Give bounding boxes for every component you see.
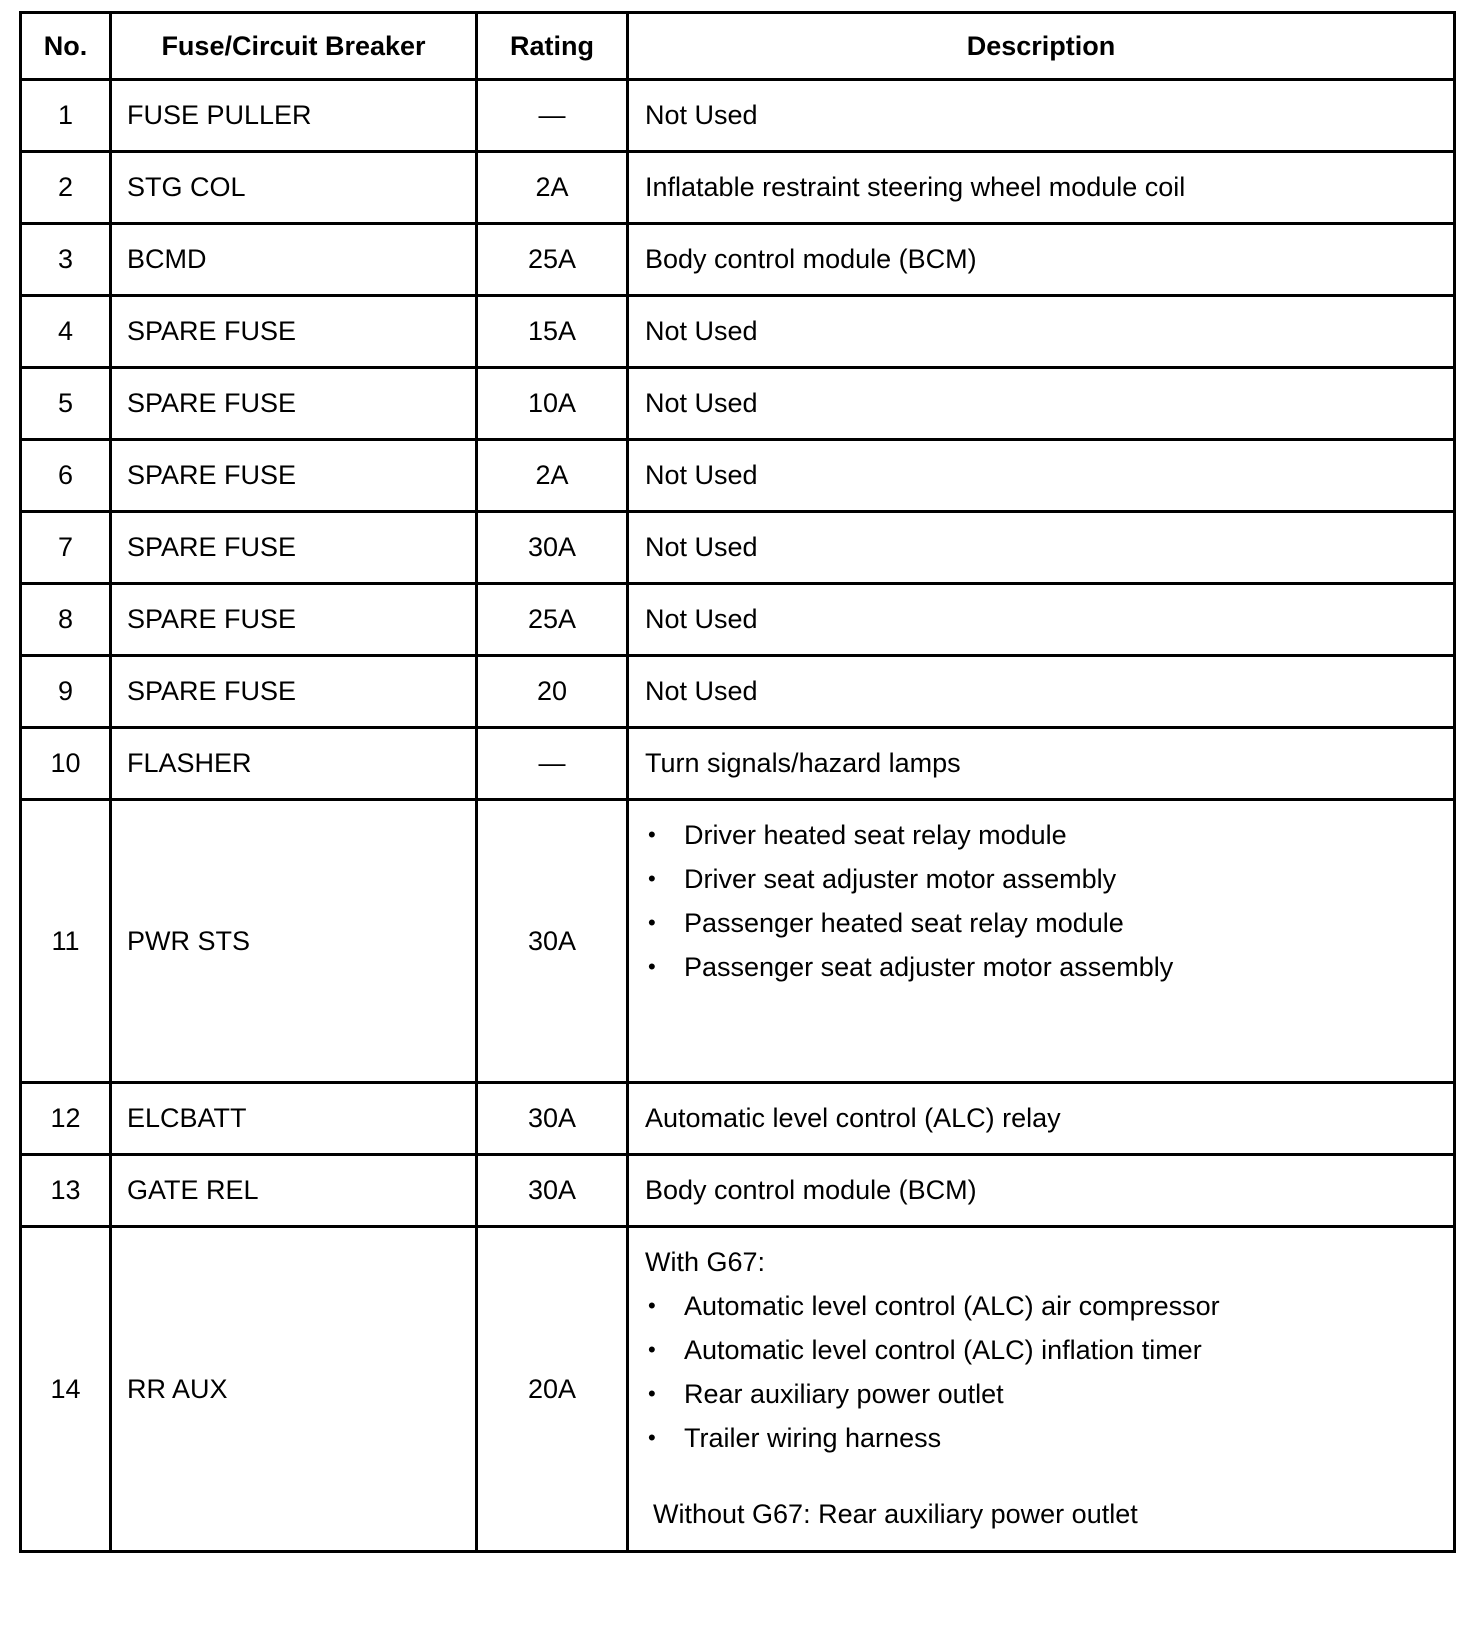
list-item: • Passenger heated seat relay module (645, 901, 1439, 945)
table-row (21, 368, 1455, 440)
list-item: • Automatic level control (ALC) inflation timer (645, 1328, 1439, 1372)
row-rating: 30A (477, 1083, 628, 1155)
header-fuse: Fuse/Circuit Breaker (111, 13, 477, 80)
table-row (21, 728, 1455, 800)
fuse-table (19, 11, 1456, 1553)
table-row (21, 656, 1455, 728)
row-description: Not Used (628, 80, 1455, 152)
table-row (21, 1155, 1455, 1227)
description-footer: Without G67: Rear auxiliary power outlet (653, 1499, 1138, 1529)
row-fuse: SPARE FUSE (111, 440, 477, 512)
table-row (21, 1227, 1455, 1552)
table-row (21, 296, 1455, 368)
row-fuse: SPARE FUSE (111, 512, 477, 584)
row-fuse: SPARE FUSE (111, 368, 477, 440)
row-description (628, 800, 1455, 1083)
row-no: 5 (21, 368, 111, 440)
row-fuse: FUSE PULLER (111, 80, 477, 152)
row-fuse: PWR STS (111, 800, 477, 1083)
row-description: Not Used (628, 584, 1455, 656)
row-fuse: ELCBATT (111, 1083, 477, 1155)
row-no: 12 (21, 1083, 111, 1155)
row-rating: 25A (477, 224, 628, 296)
description-bullet-list (645, 801, 1439, 989)
row-description: Not Used (628, 656, 1455, 728)
row-description (628, 1227, 1455, 1552)
row-fuse: FLASHER (111, 728, 477, 800)
row-rating: 25A (477, 584, 628, 656)
list-item: • Driver seat adjuster motor assembly (645, 857, 1439, 901)
row-fuse: SPARE FUSE (111, 656, 477, 728)
header-description: Description (628, 13, 1455, 80)
row-description: Not Used (628, 368, 1455, 440)
row-no: 10 (21, 728, 111, 800)
row-no: 4 (21, 296, 111, 368)
header-rating: Rating (477, 13, 628, 80)
list-item: • Trailer wiring harness (645, 1416, 1439, 1460)
table-row (21, 224, 1455, 296)
row-no: 7 (21, 512, 111, 584)
row-fuse: RR AUX (111, 1227, 477, 1552)
row-rating: 10A (477, 368, 628, 440)
row-rating: 20A (477, 1227, 628, 1552)
row-fuse: STG COL (111, 152, 477, 224)
row-description: Inflatable restraint steering wheel module coil (628, 152, 1455, 224)
row-no: 9 (21, 656, 111, 728)
row-rating: 2A (477, 440, 628, 512)
row-no: 11 (21, 800, 111, 1083)
header-no: No. (21, 13, 111, 80)
row-rating: 15A (477, 296, 628, 368)
row-rating: — (477, 728, 628, 800)
list-item: • Driver heated seat relay module (645, 813, 1439, 857)
row-no: 8 (21, 584, 111, 656)
row-fuse: GATE REL (111, 1155, 477, 1227)
table-row (21, 80, 1455, 152)
row-rating: 2A (477, 152, 628, 224)
table-row (21, 800, 1455, 1083)
row-rating: 20 (477, 656, 628, 728)
row-description: Not Used (628, 296, 1455, 368)
table-row (21, 512, 1455, 584)
row-no: 6 (21, 440, 111, 512)
row-description: Automatic level control (ALC) relay (628, 1083, 1455, 1155)
row-description: Not Used (628, 440, 1455, 512)
table-row (21, 584, 1455, 656)
row-fuse: SPARE FUSE (111, 296, 477, 368)
list-item: • Automatic level control (ALC) air compressor (645, 1284, 1439, 1328)
description-bullet-list (645, 1284, 1439, 1460)
row-no: 1 (21, 80, 111, 152)
row-no: 2 (21, 152, 111, 224)
row-description: Turn signals/hazard lamps (628, 728, 1455, 800)
row-no: 14 (21, 1227, 111, 1552)
table-row (21, 1083, 1455, 1155)
row-description: Body control module (BCM) (628, 1155, 1455, 1227)
description-intro: With G67: (645, 1247, 766, 1277)
row-no: 13 (21, 1155, 111, 1227)
table-row (21, 440, 1455, 512)
row-rating: 30A (477, 800, 628, 1083)
description-block (645, 1228, 1439, 1536)
header-row (21, 13, 1455, 80)
list-item: • Passenger seat adjuster motor assembly (645, 945, 1439, 989)
row-fuse: BCMD (111, 224, 477, 296)
list-item: • Rear auxiliary power outlet (645, 1372, 1439, 1416)
table-row (21, 152, 1455, 224)
row-rating: 30A (477, 1155, 628, 1227)
row-fuse: SPARE FUSE (111, 584, 477, 656)
row-description: Body control module (BCM) (628, 224, 1455, 296)
row-rating: 30A (477, 512, 628, 584)
row-description: Not Used (628, 512, 1455, 584)
row-rating: — (477, 80, 628, 152)
row-no: 3 (21, 224, 111, 296)
